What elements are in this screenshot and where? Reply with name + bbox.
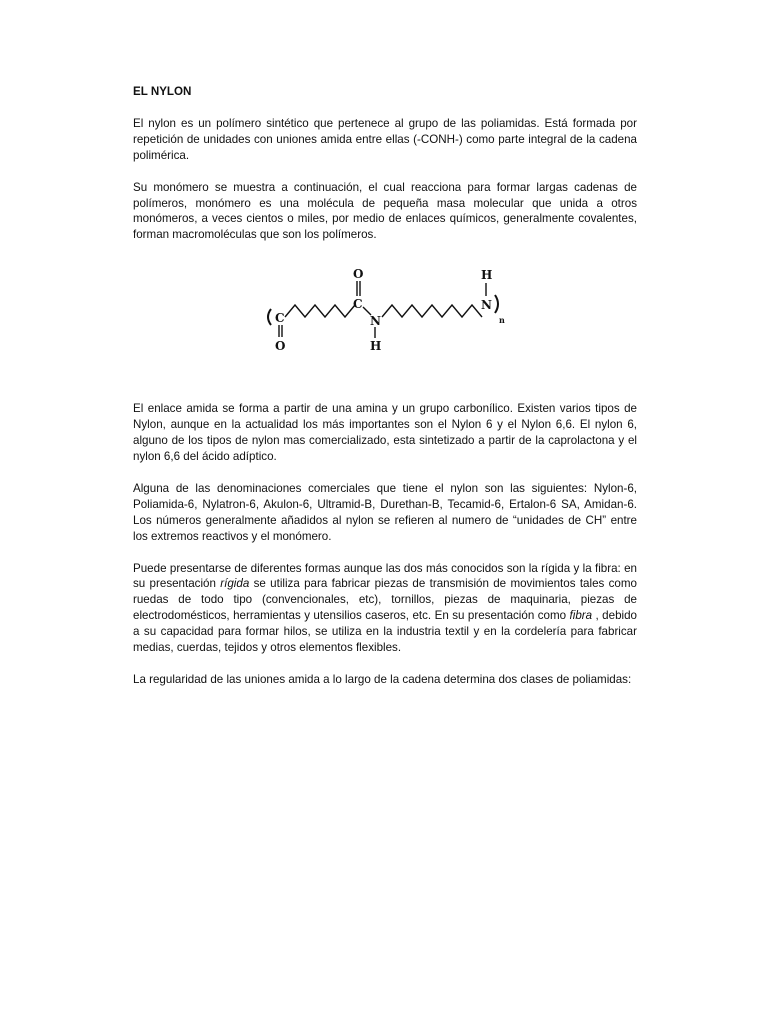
paragraph-trade-names: Alguna de las denominaciones comerciales que tiene el nylon son las siguientes: Nylon-6, Poliamida-6, Nylatron-6, Akulon-6, Ultramid-B, Durethan-B, Tecamid-6, Ertalon-6 SA, Amidan-6. Los números generalmente añadidos al nylon se refieren al numero de “unidades de CH” entre los extremos reactivos y el monómero.: [133, 481, 637, 543]
forms-emphasis-fibra: fibra: [569, 609, 593, 623]
atom-n-terminal: N: [481, 298, 492, 313]
document-title: EL NYLON: [133, 85, 192, 98]
forms-text-2: se utiliza para fabricar piezas de transmisión de movimientos tales como ruedas de todo tipo (convencionales, etc), tornillos, piezas de maquinaria, piezas de electrodomésticos, herramientas y utensilios caseros, etc. En su presentación como: [133, 577, 637, 623]
forms-emphasis-rigida: rígida: [220, 577, 250, 591]
atom-h-amide: H: [370, 339, 382, 354]
structure-svg: [133, 259, 637, 383]
paragraph-regularity: La regularidad de las uniones amida a lo largo de la cadena determina dos clases de poliamidas:: [133, 672, 632, 686]
paragraph-definition: El nylon es un polímero sintético que pertenece al grupo de las poliamidas. Está formada por repetición de unidades con uniones amida entre ellas (-CONH-) como parte integral de la cadena polimérica.: [133, 116, 637, 162]
atom-o-middle: O: [353, 267, 364, 282]
alkyl-chain-2: [382, 305, 482, 317]
atom-h-terminal: H: [481, 268, 493, 283]
left-bracket: [268, 309, 271, 325]
atom-n-amide: N: [370, 314, 381, 329]
paragraph-amide-bond: El enlace amida se forma a partir de una amina y un grupo carbonílico. Existen varios tipos de Nylon, aunque en la actualidad los más importantes son el Nylon 6 y el Nylon 6,6. El nylon 6, alguno de los tipos de nylon mas comercializado, esta sintetizado a partir de la caprolactona y el nylon 6,6 del ácido adíptico.: [133, 402, 637, 463]
alkyl-chain-1: [285, 305, 355, 317]
nylon-monomer-structure: [133, 259, 637, 383]
atom-o-left: O: [275, 339, 286, 354]
forms-text-1: Puede presentarse de diferentes formas aunque las dos más conocidos son la rígida y la fibra: en su presentación: [133, 561, 637, 591]
forms-text-3: , debido a su capacidad para formar hilos, se utiliza en la industria textil y en la cordelería para fabricar medias, cuerdas, tejidos y otros elementos flexibles.: [133, 609, 637, 655]
document-body: [133, 84, 637, 704]
atom-c-middle: C: [353, 297, 363, 312]
paragraph-monomer: Su monómero se muestra a continuación, el cual reacciona para formar largas cadenas de polímeros, monómero es una molécula de pequeña masa molecular que unida a otros monómeros, a veces cientos o miles, por medio de enlaces químicos, generalmente covalentes, forman macromoléculas que son los polímeros.: [133, 180, 637, 242]
paragraph-forms: [133, 561, 637, 656]
atom-c-left: C: [275, 311, 285, 326]
subscript-n: n: [499, 315, 505, 326]
right-bracket: [495, 295, 498, 313]
